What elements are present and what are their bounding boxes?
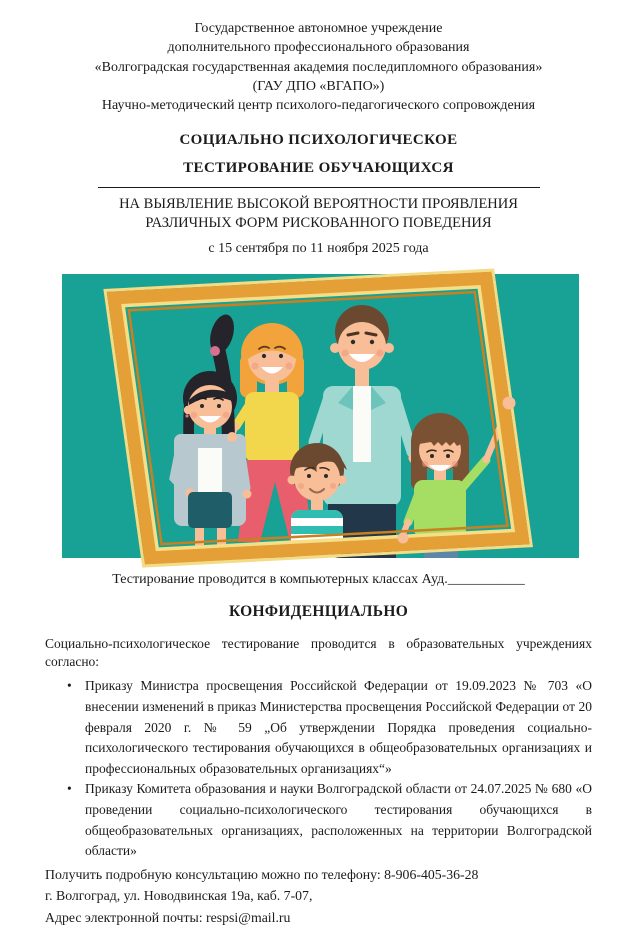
email-line: Адрес электронной почты: respsi@mail.ru [45, 909, 291, 925]
list-item-text: Приказу Министра просвещения Российской Федерации от 19.09.2023 № 703 «О внесении изменений в приказ Министерства просвещения Российской Федерации от 20 февраля 2020 г. № 59 „Об утверждении Порядка проведения социально-психологического тестирования обучающихся в общеобразовательных организациях и профессиональных образовательных организациях“» [85, 678, 592, 776]
org-header-line: «Волгоградская государственная академия последипломного образования» [94, 59, 543, 75]
phone-line: Получить подробную консультацию можно по телефону: 8-906-405-36-28 [45, 866, 479, 882]
org-header-line: дополнительного профессионального образования [167, 40, 470, 56]
family-illustration [62, 274, 579, 558]
title-underline-rule [98, 187, 540, 188]
list-item-ministry-order [65, 676, 592, 779]
list-item-committee-order [65, 779, 592, 861]
page-title-line1: СОЦИАЛЬНО ПСИХОЛОГИЧЕСКОЕ [179, 132, 458, 149]
org-header-line: Государственное автономное учреждение [194, 21, 443, 36]
contact-footer [45, 864, 592, 928]
page-title-line2: ТЕСТИРОВАНИЕ ОБУЧАЮЩИХСЯ [183, 160, 454, 177]
testing-date-range: с 15 сентября по 11 ноября 2025 года [208, 241, 429, 257]
bullet-icon: • [67, 678, 72, 694]
subtitle-line2: РАЗЛИЧНЫХ ФОРМ РИСКОВАННОГО ПОВЕДЕНИЯ [145, 214, 492, 231]
legal-references-list [65, 676, 592, 861]
address-line: г. Волгоград, ул. Новодвинская 19а, каб. 7-07, [45, 888, 313, 904]
testing-location-caption: Тестирование проводится в компьютерных классах Ауд.___________ [112, 572, 525, 588]
mother-hand [227, 432, 237, 442]
bullet-icon: • [67, 781, 72, 797]
org-header-line: Научно-методический центр психолого-педагогического сопровождения [101, 98, 536, 114]
org-header [45, 19, 592, 115]
confidential-heading: КОНФИДЕНЦИАЛЬНО [228, 603, 409, 621]
page-title [45, 126, 592, 182]
daughter-hand-on-frame [503, 397, 516, 410]
subtitle-line1: НА ВЫЯВЛЕНИЕ ВЫСОКОЙ ВЕРОЯТНОСТИ ПРОЯВЛЕНИЯ [119, 196, 518, 213]
family-illustration-svg [62, 274, 579, 558]
org-header-line: (ГАУ ДПО «ВГАПО») [252, 78, 385, 94]
daughter-hand-on-bottom-frame [398, 533, 409, 544]
intro-paragraph: Социально-психологическое тестирование проводится в образовательных учреждениях согласно: [45, 636, 592, 670]
list-item-text: Приказу Комитета образования и науки Волгоградской области от 24.07.2025 № 680 «О проведении социально-психологического тестирования обучающихся в общеобразовательных организациях, расположенных на территории Волгоградской области» [85, 781, 592, 859]
subtitle [45, 195, 592, 232]
